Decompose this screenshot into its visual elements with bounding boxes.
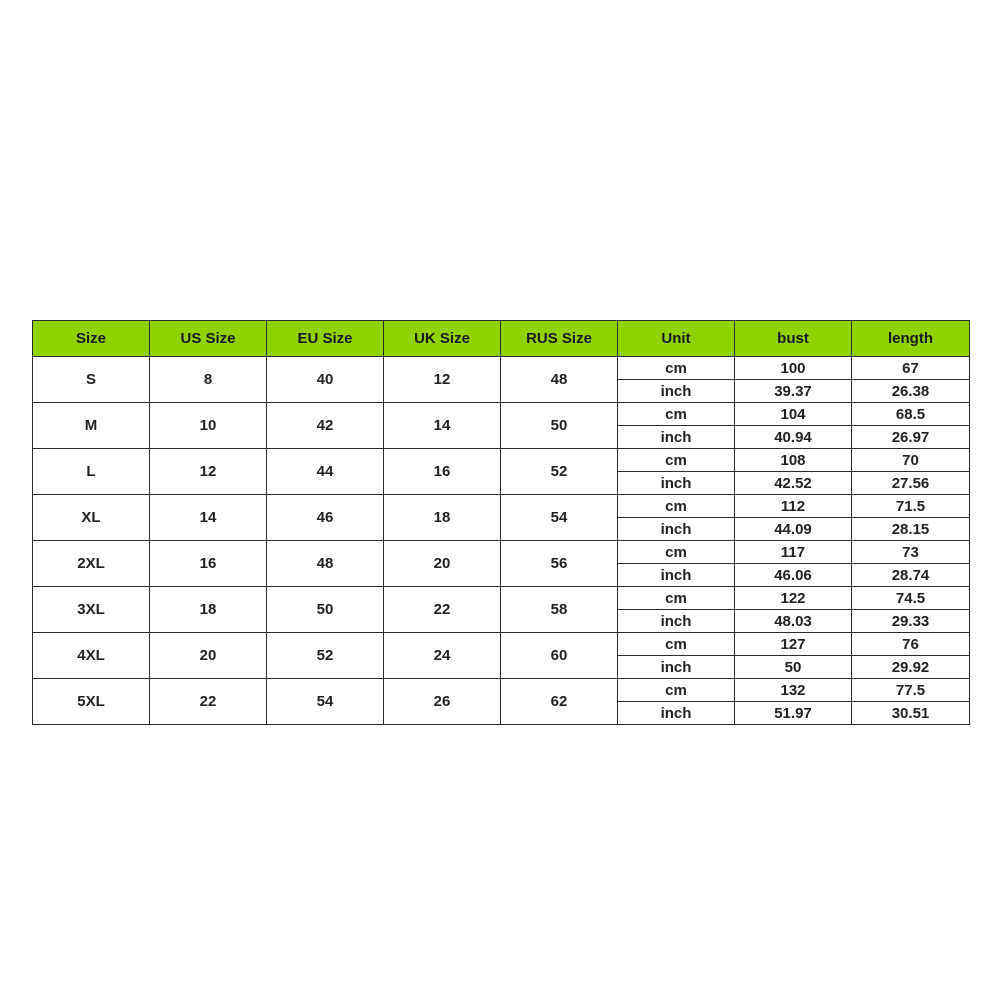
bust-cell: 117 xyxy=(735,541,852,564)
length-cell: 28.74 xyxy=(852,564,970,587)
length-cell: 27.56 xyxy=(852,472,970,495)
eu-size-cell: 52 xyxy=(267,633,384,679)
table-row-cm xyxy=(33,403,970,426)
length-cell: 29.92 xyxy=(852,656,970,679)
uk-size-cell: 18 xyxy=(384,495,501,541)
bust-cell: 100 xyxy=(735,357,852,380)
header-unit: Unit xyxy=(618,321,735,357)
eu-size-cell: 42 xyxy=(267,403,384,449)
table-body xyxy=(33,357,970,725)
uk-size-cell: 24 xyxy=(384,633,501,679)
length-cell: 28.15 xyxy=(852,518,970,541)
unit-cell: cm xyxy=(618,495,735,518)
length-cell: 26.97 xyxy=(852,426,970,449)
eu-size-cell: 44 xyxy=(267,449,384,495)
bust-cell: 112 xyxy=(735,495,852,518)
bust-cell: 44.09 xyxy=(735,518,852,541)
bust-cell: 122 xyxy=(735,587,852,610)
uk-size-cell: 14 xyxy=(384,403,501,449)
rus-size-cell: 54 xyxy=(501,495,618,541)
bust-cell: 108 xyxy=(735,449,852,472)
us-size-cell: 8 xyxy=(150,357,267,403)
length-cell: 77.5 xyxy=(852,679,970,702)
unit-cell: cm xyxy=(618,403,735,426)
unit-cell: inch xyxy=(618,564,735,587)
size-cell: XL xyxy=(33,495,150,541)
uk-size-cell: 22 xyxy=(384,587,501,633)
header-eu-size: EU Size xyxy=(267,321,384,357)
rus-size-cell: 60 xyxy=(501,633,618,679)
length-cell: 76 xyxy=(852,633,970,656)
unit-cell: inch xyxy=(618,518,735,541)
us-size-cell: 16 xyxy=(150,541,267,587)
length-cell: 29.33 xyxy=(852,610,970,633)
bust-cell: 51.97 xyxy=(735,702,852,725)
table-row-cm xyxy=(33,633,970,656)
length-cell: 74.5 xyxy=(852,587,970,610)
eu-size-cell: 50 xyxy=(267,587,384,633)
us-size-cell: 18 xyxy=(150,587,267,633)
size-cell: 3XL xyxy=(33,587,150,633)
size-cell: 4XL xyxy=(33,633,150,679)
eu-size-cell: 40 xyxy=(267,357,384,403)
length-cell: 26.38 xyxy=(852,380,970,403)
bust-cell: 132 xyxy=(735,679,852,702)
uk-size-cell: 20 xyxy=(384,541,501,587)
size-cell: 5XL xyxy=(33,679,150,725)
header-length: length xyxy=(852,321,970,357)
unit-cell: cm xyxy=(618,587,735,610)
table-row-cm xyxy=(33,357,970,380)
uk-size-cell: 16 xyxy=(384,449,501,495)
unit-cell: inch xyxy=(618,610,735,633)
rus-size-cell: 62 xyxy=(501,679,618,725)
table-row-cm xyxy=(33,541,970,564)
table-row-cm xyxy=(33,449,970,472)
unit-cell: cm xyxy=(618,633,735,656)
rus-size-cell: 50 xyxy=(501,403,618,449)
table-header xyxy=(33,321,970,357)
length-cell: 71.5 xyxy=(852,495,970,518)
unit-cell: inch xyxy=(618,702,735,725)
header-rus-size: RUS Size xyxy=(501,321,618,357)
length-cell: 70 xyxy=(852,449,970,472)
us-size-cell: 22 xyxy=(150,679,267,725)
rus-size-cell: 56 xyxy=(501,541,618,587)
bust-cell: 46.06 xyxy=(735,564,852,587)
unit-cell: inch xyxy=(618,472,735,495)
unit-cell: cm xyxy=(618,357,735,380)
bust-cell: 39.37 xyxy=(735,380,852,403)
length-cell: 68.5 xyxy=(852,403,970,426)
unit-cell: inch xyxy=(618,380,735,403)
bust-cell: 42.52 xyxy=(735,472,852,495)
header-size: Size xyxy=(33,321,150,357)
eu-size-cell: 54 xyxy=(267,679,384,725)
us-size-cell: 20 xyxy=(150,633,267,679)
bust-cell: 104 xyxy=(735,403,852,426)
length-cell: 30.51 xyxy=(852,702,970,725)
size-cell: M xyxy=(33,403,150,449)
us-size-cell: 10 xyxy=(150,403,267,449)
table-row-cm xyxy=(33,587,970,610)
uk-size-cell: 26 xyxy=(384,679,501,725)
size-chart-table xyxy=(32,320,970,725)
header-row xyxy=(33,321,970,357)
table-row-cm xyxy=(33,679,970,702)
eu-size-cell: 48 xyxy=(267,541,384,587)
unit-cell: inch xyxy=(618,656,735,679)
us-size-cell: 14 xyxy=(150,495,267,541)
header-uk-size: UK Size xyxy=(384,321,501,357)
table-row-cm xyxy=(33,495,970,518)
size-cell: S xyxy=(33,357,150,403)
length-cell: 73 xyxy=(852,541,970,564)
unit-cell: cm xyxy=(618,449,735,472)
bust-cell: 48.03 xyxy=(735,610,852,633)
unit-cell: inch xyxy=(618,426,735,449)
header-bust: bust xyxy=(735,321,852,357)
us-size-cell: 12 xyxy=(150,449,267,495)
header-us-size: US Size xyxy=(150,321,267,357)
size-cell: 2XL xyxy=(33,541,150,587)
uk-size-cell: 12 xyxy=(384,357,501,403)
eu-size-cell: 46 xyxy=(267,495,384,541)
size-cell: L xyxy=(33,449,150,495)
bust-cell: 127 xyxy=(735,633,852,656)
bust-cell: 40.94 xyxy=(735,426,852,449)
rus-size-cell: 58 xyxy=(501,587,618,633)
rus-size-cell: 48 xyxy=(501,357,618,403)
unit-cell: cm xyxy=(618,541,735,564)
unit-cell: cm xyxy=(618,679,735,702)
rus-size-cell: 52 xyxy=(501,449,618,495)
bust-cell: 50 xyxy=(735,656,852,679)
length-cell: 67 xyxy=(852,357,970,380)
